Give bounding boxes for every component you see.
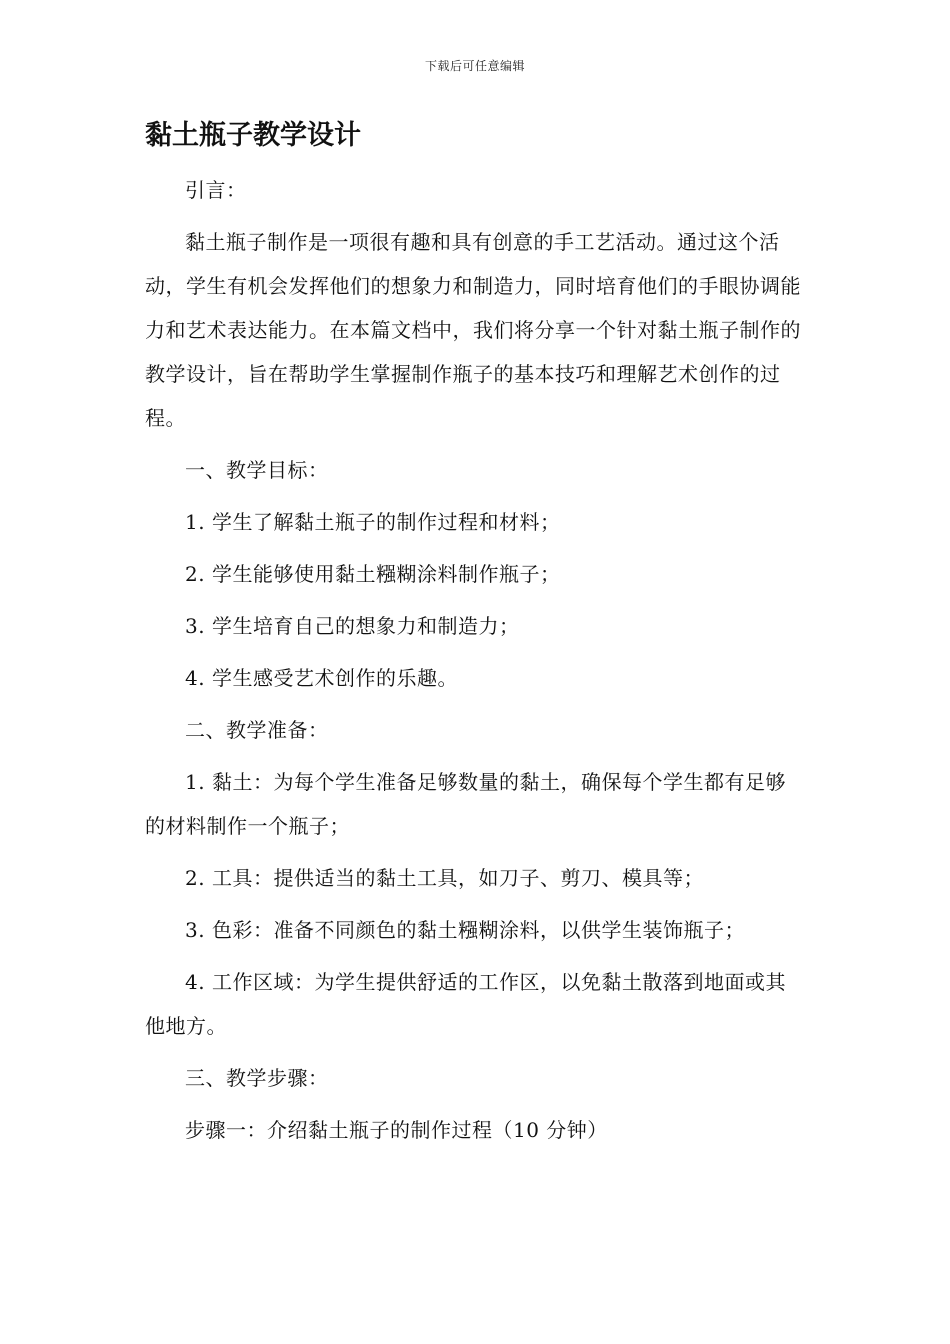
document-title: 黏土瓶子教学设计: [145, 120, 361, 151]
goal-item: 2. 学生能够使用黏土糨糊涂料制作瓶子；: [185, 562, 561, 586]
preparation-item: 3. 色彩：准备不同颜色的黏土糨糊涂料，以供学生装饰瓶子；: [185, 918, 745, 942]
document-body: [145, 168, 805, 1152]
section-heading-goals: 一、教学目标：: [185, 458, 329, 482]
preparation-item: 2. 工具：提供适当的黏土工具，如刀子、剪刀、模具等；: [185, 866, 704, 890]
preparation-item: 4. 工作区域：为学生提供舒适的工作区，以免黏土散落到地面或其他地方。: [145, 970, 786, 1038]
goal-item: 3. 学生培育自己的想象力和制造力；: [185, 614, 520, 638]
step-item: 步骤一：介绍黏土瓶子的制作过程（10 分钟）: [185, 1118, 608, 1142]
intro-paragraph: 黏土瓶子制作是一项很有趣和具有创意的手工艺活动。通过这个活动，学生有机会发挥他们的想象力和制造力，同时培育他们的手眼协调能力和艺术表达能力。在本篇文档中，我们将分享一个针对黏土瓶子制作的教学设计，旨在帮助学生掌握制作瓶子的基本技巧和理解艺术创作的过程。: [145, 230, 801, 430]
section-heading-preparation: 二、教学准备：: [185, 718, 329, 742]
preparation-item: 1. 黏土：为每个学生准备足够数量的黏土，确保每个学生都有足够的材料制作一个瓶子；: [145, 770, 786, 838]
section-heading-steps: 三、教学步骤：: [185, 1066, 329, 1090]
intro-heading: 引言：: [185, 178, 247, 202]
goal-item: 4. 学生感受艺术创作的乐趣。: [185, 666, 458, 690]
goal-item: 1. 学生了解黏土瓶子的制作过程和材料；: [185, 510, 561, 534]
header-note: 下载后可任意编辑: [424, 59, 525, 73]
